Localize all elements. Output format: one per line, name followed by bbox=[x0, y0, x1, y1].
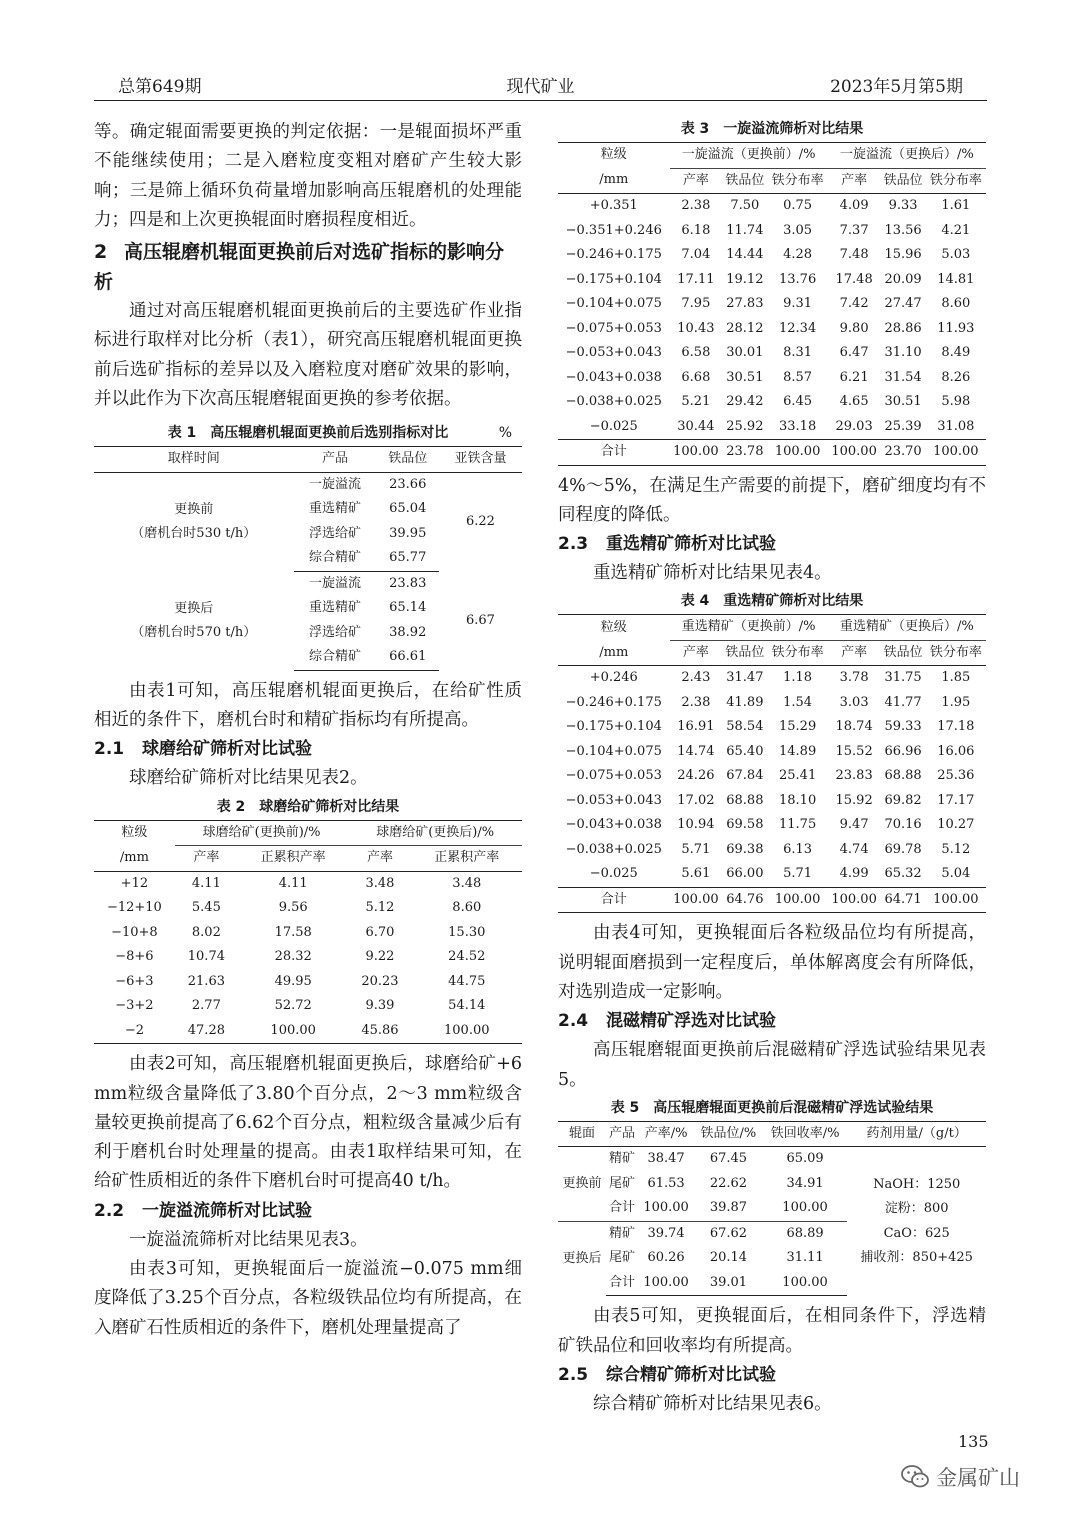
table-cell: 28.12 bbox=[726, 320, 764, 336]
table-row bbox=[558, 390, 986, 415]
table-cell: +0.246 bbox=[589, 670, 638, 686]
table-2: 粒级 球磨给矿(更换前)/% 球磨给矿(更换后)/% /mm 产率 正累积产率 产率 正累积产率 +12 4.11 4.11 3.48 3.48 −12+10 5.45 9.56 5.12 8.60 −10+8 8.02 17.58 6.70 15.30 −8+6 10.74 28.32 9.22 24.52 −6+3 21.63 49.95 20.23 44.75 −3+2 2.77 52.72 9.39 54.14 −2 47.28 100.00 45.86 100.00 bbox=[94, 820, 522, 1045]
table-cell: 30.51 bbox=[726, 369, 764, 385]
table-row bbox=[558, 838, 986, 863]
table-cell: 8.49 bbox=[941, 345, 971, 360]
table-cell: 4.74 bbox=[839, 841, 869, 857]
table-cell: 69.58 bbox=[726, 817, 764, 833]
table-cell: 9.56 bbox=[278, 900, 308, 916]
table-cell: 1.95 bbox=[941, 694, 971, 710]
table-row bbox=[558, 317, 986, 342]
table-cell: 5.71 bbox=[681, 841, 711, 857]
table-cell: 100.00 bbox=[238, 1019, 348, 1044]
table-row bbox=[558, 715, 986, 740]
table-cell: 16.91 bbox=[677, 719, 715, 735]
section-2-2-paragraph-2: 由表3可知，更换辊面后一旋溢流−0.075 mm细度降低了3.25个百分点，各粒级铁品位均有所提高，在入磨矿石性质相近的条件下，磨机处理量提高了 bbox=[94, 1259, 522, 1338]
table-cell: −0.104+0.075 bbox=[565, 296, 662, 311]
table-cell: 5.98 bbox=[941, 394, 971, 409]
table-cell: −0.043+0.038 bbox=[565, 369, 662, 385]
table-cell: 25.41 bbox=[779, 768, 817, 784]
table-row bbox=[94, 1019, 522, 1044]
table-cell: 65.40 bbox=[726, 743, 764, 759]
table-cell: 3.05 bbox=[783, 222, 813, 238]
table-cell: 100.00 bbox=[828, 440, 881, 466]
table-cell: 17.18 bbox=[937, 719, 975, 735]
table-row bbox=[558, 666, 986, 691]
section-2-3-paragraph: 重选精矿筛析对比结果见表4。 bbox=[593, 563, 832, 584]
table-row bbox=[558, 691, 986, 716]
table-cell: 5.61 bbox=[670, 862, 723, 887]
table-2-caption: 表 2 球磨给矿筛析对比结果 bbox=[216, 798, 400, 815]
table-cell: 7.04 bbox=[681, 247, 711, 262]
table-cell: 20.09 bbox=[884, 271, 922, 287]
table-cell: 31.47 bbox=[726, 670, 764, 686]
table-cell: 66.96 bbox=[884, 743, 922, 759]
table-cell: 27.83 bbox=[726, 296, 764, 311]
table-3-caption: 表 3 一旋溢流筛析对比结果 bbox=[680, 121, 864, 137]
table-cell: −0.246+0.175 bbox=[565, 247, 662, 262]
table-cell: −0.104+0.075 bbox=[565, 743, 662, 759]
table-cell: 17.58 bbox=[274, 924, 312, 940]
section-2-1-heading: 2.1 球磨给矿筛析对比试验 bbox=[94, 739, 312, 760]
table-cell: 5.12 bbox=[365, 900, 395, 916]
table-cell: 9.80 bbox=[839, 320, 869, 336]
table-cell: 10.43 bbox=[677, 320, 715, 336]
section-2-2-paragraph-1: 一旋溢流筛析对比结果见表3。 bbox=[129, 1229, 368, 1250]
table-cell: 5.45 bbox=[191, 900, 221, 916]
table-cell: 67.84 bbox=[726, 768, 764, 784]
table-4-discussion: 由表4可知，更换辊面后各粒级品位均有所提高，说明辊面磨损到一定程度后，单体解离度会有所降低，对选别造成一定影响。 bbox=[558, 923, 986, 1002]
table-cell: 100.00 bbox=[828, 887, 881, 913]
table-cell: 10.74 bbox=[187, 949, 225, 965]
header-issue: 总第649期 bbox=[118, 77, 202, 97]
table-cell: 6.21 bbox=[839, 369, 869, 385]
table-row bbox=[94, 994, 522, 1019]
table-cell: 23.70 bbox=[880, 440, 925, 466]
table-cell: 25.39 bbox=[880, 415, 925, 440]
table-1-caption: 表 1 高压辊磨机辊面更换前后选别指标对比 % bbox=[167, 425, 512, 442]
table-row bbox=[558, 219, 986, 244]
table-cell: 28.32 bbox=[274, 949, 312, 965]
table-row bbox=[558, 789, 986, 814]
table-cell: 13.56 bbox=[884, 222, 922, 238]
table-cell: 10.94 bbox=[677, 817, 715, 833]
section-2-4-heading: 2.4 混磁精矿浮选对比试验 bbox=[558, 1011, 776, 1032]
table-cell: −12+10 bbox=[106, 900, 162, 916]
table-cell: 7.37 bbox=[839, 222, 869, 238]
table-cell: 8.31 bbox=[783, 345, 813, 360]
table-cell: 23.78 bbox=[722, 440, 767, 466]
table-cell: 17.11 bbox=[677, 271, 715, 287]
table-cell: 1.54 bbox=[783, 694, 813, 710]
table-cell: 14.89 bbox=[779, 743, 817, 759]
table-cell: 4.28 bbox=[783, 247, 813, 262]
right-column bbox=[558, 116, 986, 1419]
table-cell: +0.351 bbox=[589, 198, 638, 213]
table-cell: 18.10 bbox=[779, 792, 817, 808]
table-cell: 8.02 bbox=[191, 924, 221, 940]
table-cell: −2 bbox=[94, 1019, 175, 1044]
table-cell: 30.44 bbox=[670, 415, 723, 440]
table-row bbox=[558, 292, 986, 317]
section-2-2-heading: 2.2 一旋溢流筛析对比试验 bbox=[94, 1200, 312, 1221]
table-cell: 5.12 bbox=[941, 841, 971, 857]
table-cell: 31.08 bbox=[926, 415, 986, 440]
table-cell: 69.82 bbox=[884, 792, 922, 808]
table-cell: 11.93 bbox=[937, 320, 975, 336]
table-cell: 24.52 bbox=[448, 949, 486, 965]
table-cell: 0.75 bbox=[783, 198, 813, 213]
table-cell: 28.86 bbox=[884, 320, 922, 336]
page-header bbox=[94, 70, 987, 101]
table-cell: 52.72 bbox=[274, 998, 312, 1014]
header-journal: 现代矿业 bbox=[506, 77, 575, 97]
continued-paragraph: 4%～5%，在满足生产需要的前提下，磨矿细度均有不同程度的降低。 bbox=[558, 475, 986, 525]
table-row bbox=[558, 764, 986, 789]
table-cell: 9.33 bbox=[888, 198, 918, 213]
table-cell: 24.26 bbox=[677, 768, 715, 784]
table-cell: −0.351+0.246 bbox=[565, 222, 662, 238]
table-row bbox=[94, 945, 522, 970]
table-cell: 15.52 bbox=[835, 743, 873, 759]
section-2-3-heading: 2.3 重选精矿筛析对比试验 bbox=[558, 534, 776, 555]
table-cell: 9.47 bbox=[839, 817, 869, 833]
section-2-heading: 2 高压辊磨机辊面更换前后对选矿指标的影响分析 bbox=[94, 241, 505, 294]
left-column bbox=[94, 118, 522, 1343]
table-cell: 21.63 bbox=[187, 973, 225, 989]
table-cell: 6.45 bbox=[783, 394, 813, 409]
table-cell: 29.42 bbox=[726, 394, 764, 409]
table-cell: 70.16 bbox=[884, 817, 922, 833]
table-5-discussion: 由表5可知，更换辊面后，在相同条件下，浮选精矿铁品位和回收率均有所提高。 bbox=[558, 1306, 986, 1356]
table-cell: 7.50 bbox=[730, 198, 760, 213]
table-cell: 64.76 bbox=[722, 887, 767, 913]
table-cell: −8+6 bbox=[115, 949, 154, 965]
table-cell: 11.74 bbox=[726, 222, 764, 238]
table-cell: 5.71 bbox=[767, 862, 827, 887]
table-cell: 5.03 bbox=[941, 247, 971, 262]
table-cell: 100.00 bbox=[670, 440, 723, 466]
table-cell: 6.13 bbox=[783, 841, 813, 857]
table-cell: 69.38 bbox=[726, 841, 764, 857]
table-row bbox=[558, 813, 986, 838]
table-cell: 4.11 bbox=[191, 875, 221, 891]
table-cell: 6.47 bbox=[839, 345, 869, 360]
table-cell: 31.75 bbox=[884, 670, 922, 686]
table-cell: 25.92 bbox=[722, 415, 767, 440]
table-cell: 100.00 bbox=[767, 440, 827, 466]
table-cell: 45.86 bbox=[348, 1019, 411, 1044]
table-3: 粒级 一旋溢流（更换前）/% 一旋溢流（更换后）/% /mm 产率 铁品位 铁分布率 产率 铁品位 铁分布率 +0.351 2.38 7.50 0.75 4.09 9.33 1.61 −0.351+0.246 6.18 11.74 3.05 7.37 13.56 4.21 −0.246+0.175 7.04 14.44 4.28 7.48 15.96 5.03 −0.175+0.104 17.11 19.12 13.76 17.48 20.09 14.81 −0.104+0.075 7.95 27.83 9.31 7.42 27.47 8.60 −0.075+0.053 10.43 28.12 12.34 9.80 28.86 11.93 −0.053+0.043 6.58 30.01 8.31 6.47 31.10 8.49 −0.043+0.038 6.68 30.51 8.57 6.21 31.54 8.26 −0.038+0.025 5.21 29.42 6.45 4.65 30.51 5.98 −0.025 30.44 25.92 33.18 29.03 25.39 31.08 合计 100.00 23.78 100.00 100.00 23.70 100.00 bbox=[558, 142, 986, 466]
table-cell: 100.00 bbox=[767, 887, 827, 913]
table-cell: 1.18 bbox=[783, 670, 813, 686]
page-number: 135 bbox=[958, 1432, 989, 1451]
table-cell: 合计 bbox=[558, 440, 670, 466]
table-cell: 64.71 bbox=[880, 887, 925, 913]
table-row bbox=[94, 896, 522, 921]
table-cell: 30.51 bbox=[884, 394, 922, 409]
table-cell: 7.95 bbox=[681, 296, 711, 311]
table-4-caption: 表 4 重选精矿筛析对比结果 bbox=[680, 593, 864, 610]
table-cell: −0.053+0.043 bbox=[565, 345, 662, 360]
table-cell: 15.30 bbox=[448, 924, 486, 940]
table-cell: 68.88 bbox=[884, 768, 922, 784]
table-cell: 29.03 bbox=[828, 415, 881, 440]
table-cell: 9.22 bbox=[365, 949, 395, 965]
table-cell: 2.38 bbox=[681, 694, 711, 710]
section-2-5-paragraph: 综合精矿筛析对比结果见表6。 bbox=[593, 1393, 832, 1414]
section-2-4-paragraph: 高压辊磨辊面更换前后混磁精矿浮选试验结果见表5。 bbox=[558, 1040, 986, 1090]
table-cell: 3.78 bbox=[839, 670, 869, 686]
table-row bbox=[558, 415, 986, 440]
table-cell: 17.02 bbox=[677, 792, 715, 808]
table-cell: 4.99 bbox=[828, 862, 881, 887]
table-5: 辊面 产品 产率/% 铁品位/% 铁回收率/% 药剂用量/（g/t） 更换前 精矿 38.47 67.45 65.09 NaOH：1250 淀粉：800 CaO：625 捕收剂：850+425 尾矿 61.53 22.62 34.91 合计 100.00 39.87 100.00 更换后 精矿 39.74 67.62 68.89 尾矿 60.26 20.14 31.11 合计 100.00 39.01 100.00 bbox=[558, 1121, 986, 1297]
table-cell: 100.00 bbox=[926, 440, 986, 466]
table-cell: −0.025 bbox=[558, 862, 670, 887]
table-cell: 30.01 bbox=[726, 345, 764, 360]
table-cell: 31.10 bbox=[884, 345, 922, 360]
section-2-5-heading: 2.5 综合精矿筛析对比试验 bbox=[558, 1364, 776, 1385]
table-cell: 41.77 bbox=[884, 694, 922, 710]
table-cell: 8.60 bbox=[452, 900, 482, 916]
table-cell: −0.075+0.053 bbox=[565, 320, 662, 336]
table-cell: 4.21 bbox=[941, 222, 971, 238]
table-cell: 15.29 bbox=[779, 719, 817, 735]
t1-after-label: 更换后 （磨机台时570 t/h） bbox=[131, 600, 257, 640]
table-cell: 11.75 bbox=[779, 817, 817, 833]
table-cell: 18.74 bbox=[835, 719, 873, 735]
intro-paragraph: 等。确定辊面需要更换的判定依据：一是辊面损坏严重不能继续使用；二是入磨粒度变粗对磨矿产生较大影响；三是筛上循环负荷量增加影响高压辊磨机的处理能力；四是和上次更换辊面时磨损程度相近。 bbox=[94, 122, 522, 230]
wechat-icon bbox=[900, 1464, 930, 1490]
table-cell: −6+3 bbox=[115, 973, 154, 989]
table-cell: −0.075+0.053 bbox=[565, 768, 662, 784]
table-cell: 8.57 bbox=[783, 369, 813, 385]
table-row bbox=[558, 740, 986, 765]
table-cell: −0.175+0.104 bbox=[565, 719, 662, 735]
table-cell: 25.36 bbox=[937, 768, 975, 784]
table-cell: 65.32 bbox=[880, 862, 925, 887]
table-cell: −0.043+0.038 bbox=[565, 817, 662, 833]
table-row bbox=[558, 194, 986, 219]
table-cell: 4.65 bbox=[839, 394, 869, 409]
table-cell: 19.12 bbox=[726, 271, 764, 287]
table-cell: 27.47 bbox=[884, 296, 922, 311]
table-cell: 合计 bbox=[558, 887, 670, 913]
table-cell: 66.00 bbox=[722, 862, 767, 887]
table-cell: 10.27 bbox=[937, 817, 975, 833]
table-cell: 6.18 bbox=[681, 222, 711, 238]
table-cell: −0.175+0.104 bbox=[565, 271, 662, 287]
table-cell: 12.34 bbox=[779, 320, 817, 336]
table-cell: 41.89 bbox=[726, 694, 764, 710]
table-cell: 6.68 bbox=[681, 369, 711, 385]
table-cell: 59.33 bbox=[884, 719, 922, 735]
t1-before-label: 更换前 （磨机台时530 t/h） bbox=[131, 502, 257, 542]
table-cell: 47.28 bbox=[175, 1019, 238, 1044]
table-cell: 14.44 bbox=[726, 247, 764, 262]
table-cell: 1.85 bbox=[941, 670, 971, 686]
table-row bbox=[558, 268, 986, 293]
table-cell: 8.26 bbox=[941, 369, 971, 385]
table-cell: 49.95 bbox=[274, 973, 312, 989]
table-row bbox=[94, 871, 522, 896]
table-cell: 15.96 bbox=[884, 247, 922, 262]
table-cell: 14.74 bbox=[677, 743, 715, 759]
table-cell: 3.03 bbox=[839, 694, 869, 710]
table-cell: 14.81 bbox=[937, 271, 975, 287]
section-2-1-paragraph: 球磨给矿筛析对比结果见表2。 bbox=[129, 768, 368, 789]
table-1-discussion: 由表1可知，高压辊磨机辊面更换后，在给矿性质相近的条件下，磨机台时和精矿指标均有所提高。 bbox=[94, 680, 522, 731]
table-row bbox=[558, 243, 986, 268]
table-cell: 100.00 bbox=[412, 1019, 522, 1044]
table-cell: +12 bbox=[120, 875, 149, 891]
table-cell: 100.00 bbox=[670, 887, 723, 913]
table-cell: 2.43 bbox=[681, 670, 711, 686]
table-cell: 2.38 bbox=[681, 198, 711, 213]
table-cell: 7.42 bbox=[839, 296, 869, 311]
watermark-text: 金属矿山 bbox=[936, 1466, 1020, 1490]
table-cell: 8.60 bbox=[941, 296, 971, 311]
table-cell: −3+2 bbox=[115, 998, 154, 1014]
table-cell: 100.00 bbox=[926, 887, 986, 913]
table-cell: 31.54 bbox=[884, 369, 922, 385]
table-cell: 1.61 bbox=[941, 198, 971, 213]
table-cell: −0.025 bbox=[558, 415, 670, 440]
table-cell: −10+8 bbox=[111, 924, 158, 940]
table-cell: 4.11 bbox=[278, 875, 308, 891]
table-cell: 17.48 bbox=[835, 271, 873, 287]
table-cell: 6.58 bbox=[681, 345, 711, 360]
table-cell: −0.246+0.175 bbox=[565, 694, 662, 710]
table-cell: 23.83 bbox=[835, 768, 873, 784]
reagent-cell: NaOH：1250 淀粉：800 CaO：625 捕收剂：850+425 bbox=[860, 1176, 973, 1266]
table-cell: −0.038+0.025 bbox=[565, 841, 662, 857]
table-cell: 9.39 bbox=[365, 998, 395, 1014]
table-cell: 3.48 bbox=[452, 875, 482, 891]
table-cell: 5.04 bbox=[926, 862, 986, 887]
table-cell: 6.70 bbox=[365, 924, 395, 940]
table-row bbox=[94, 921, 522, 946]
table-5-caption: 表 5 高压辊磨辊面更换前后混磁精矿浮选试验结果 bbox=[610, 1099, 934, 1116]
table-2-discussion: 由表2可知，高压辊磨机辊面更换后，球磨给矿+6 mm粒级含量降低了3.80个百分点，2～3 mm粒级含量较更换前提高了6.62个百分点，粗粒级含量减少后有利于磨机台时处理量的提高。由表1取样结果可知，在给矿性质相近的条件下磨机台时可提高40 t/h。 bbox=[94, 1054, 522, 1192]
table-cell: 5.21 bbox=[681, 394, 711, 409]
section-2-paragraph: 通过对高压辊磨机辊面更换前后的主要选矿作业指标进行取样对比分析（表1），研究高压辊磨机辊面更换前后选矿指标的差异以及入磨粒度对磨矿效果的影响，并以此作为下次高压辊磨辊面更换的参考依据。 bbox=[94, 301, 522, 410]
table-cell: 33.18 bbox=[767, 415, 827, 440]
table-4: 粒级 重选精矿（更换前）/% 重选精矿（更换后）/% /mm 产率 铁品位 铁分布率 产率 铁品位 铁分布率 +0.246 2.43 31.47 1.18 3.78 31.75 1.85 −0.246+0.175 2.38 41.89 1.54 3.03 41.77 1.95 −0.175+0.104 16.91 58.54 15.29 18.74 59.33 17.18 −0.104+0.075 14.74 65.40 14.89 15.52 66.96 16.06 −0.075+0.053 24.26 67.84 25.41 23.83 68.88 25.36 −0.053+0.043 17.02 68.88 18.10 15.92 69.82 17.17 −0.043+0.038 10.94 69.58 11.75 9.47 70.16 10.27 −0.038+0.025 5.71 69.38 6.13 4.74 69.78 5.12 −0.025 5.61 66.00 5.71 4.99 65.32 5.04 合计 100.00 64.76 100.00 100.00 64.71 100.00 bbox=[558, 614, 986, 913]
table-cell: −0.053+0.043 bbox=[565, 792, 662, 808]
table-1: 取样时间 产品 铁品位 亚铁含量 更换前 （磨机台时530 t/h） 一旋溢流 23.66 6.22 重选精矿 65.04 浮选给矿 39.95 综合精矿 65.77 更换后 （磨机台时570 t/h） 一旋溢流 23.83 6.67 重选精矿 65.14 浮选给矿 38.92 综合精矿 66.61 bbox=[94, 446, 522, 671]
table-row bbox=[558, 862, 986, 887]
table-cell: 2.77 bbox=[191, 998, 221, 1014]
table-cell: 16.06 bbox=[937, 743, 975, 759]
table-row bbox=[94, 970, 522, 995]
table-cell: 68.88 bbox=[726, 792, 764, 808]
table-cell: 3.48 bbox=[365, 875, 395, 891]
table-cell: 20.23 bbox=[361, 973, 399, 989]
table-cell: 15.92 bbox=[835, 792, 873, 808]
table-cell: −0.038+0.025 bbox=[565, 394, 662, 409]
table-cell: 7.48 bbox=[839, 247, 869, 262]
table-cell: 4.09 bbox=[839, 198, 869, 213]
table-row bbox=[558, 440, 986, 466]
table-cell: 58.54 bbox=[726, 719, 764, 735]
table-cell: 69.78 bbox=[884, 841, 922, 857]
table-row bbox=[558, 887, 986, 913]
table-row bbox=[558, 341, 986, 366]
table-cell: 54.14 bbox=[448, 998, 486, 1014]
table-cell: 17.17 bbox=[937, 792, 975, 808]
table-cell: 13.76 bbox=[779, 271, 817, 287]
table-row bbox=[558, 366, 986, 391]
table-cell: 9.31 bbox=[783, 296, 813, 311]
header-date: 2023年5月第5期 bbox=[830, 77, 963, 97]
watermark bbox=[900, 1462, 1020, 1492]
table-cell: 44.75 bbox=[448, 973, 486, 989]
